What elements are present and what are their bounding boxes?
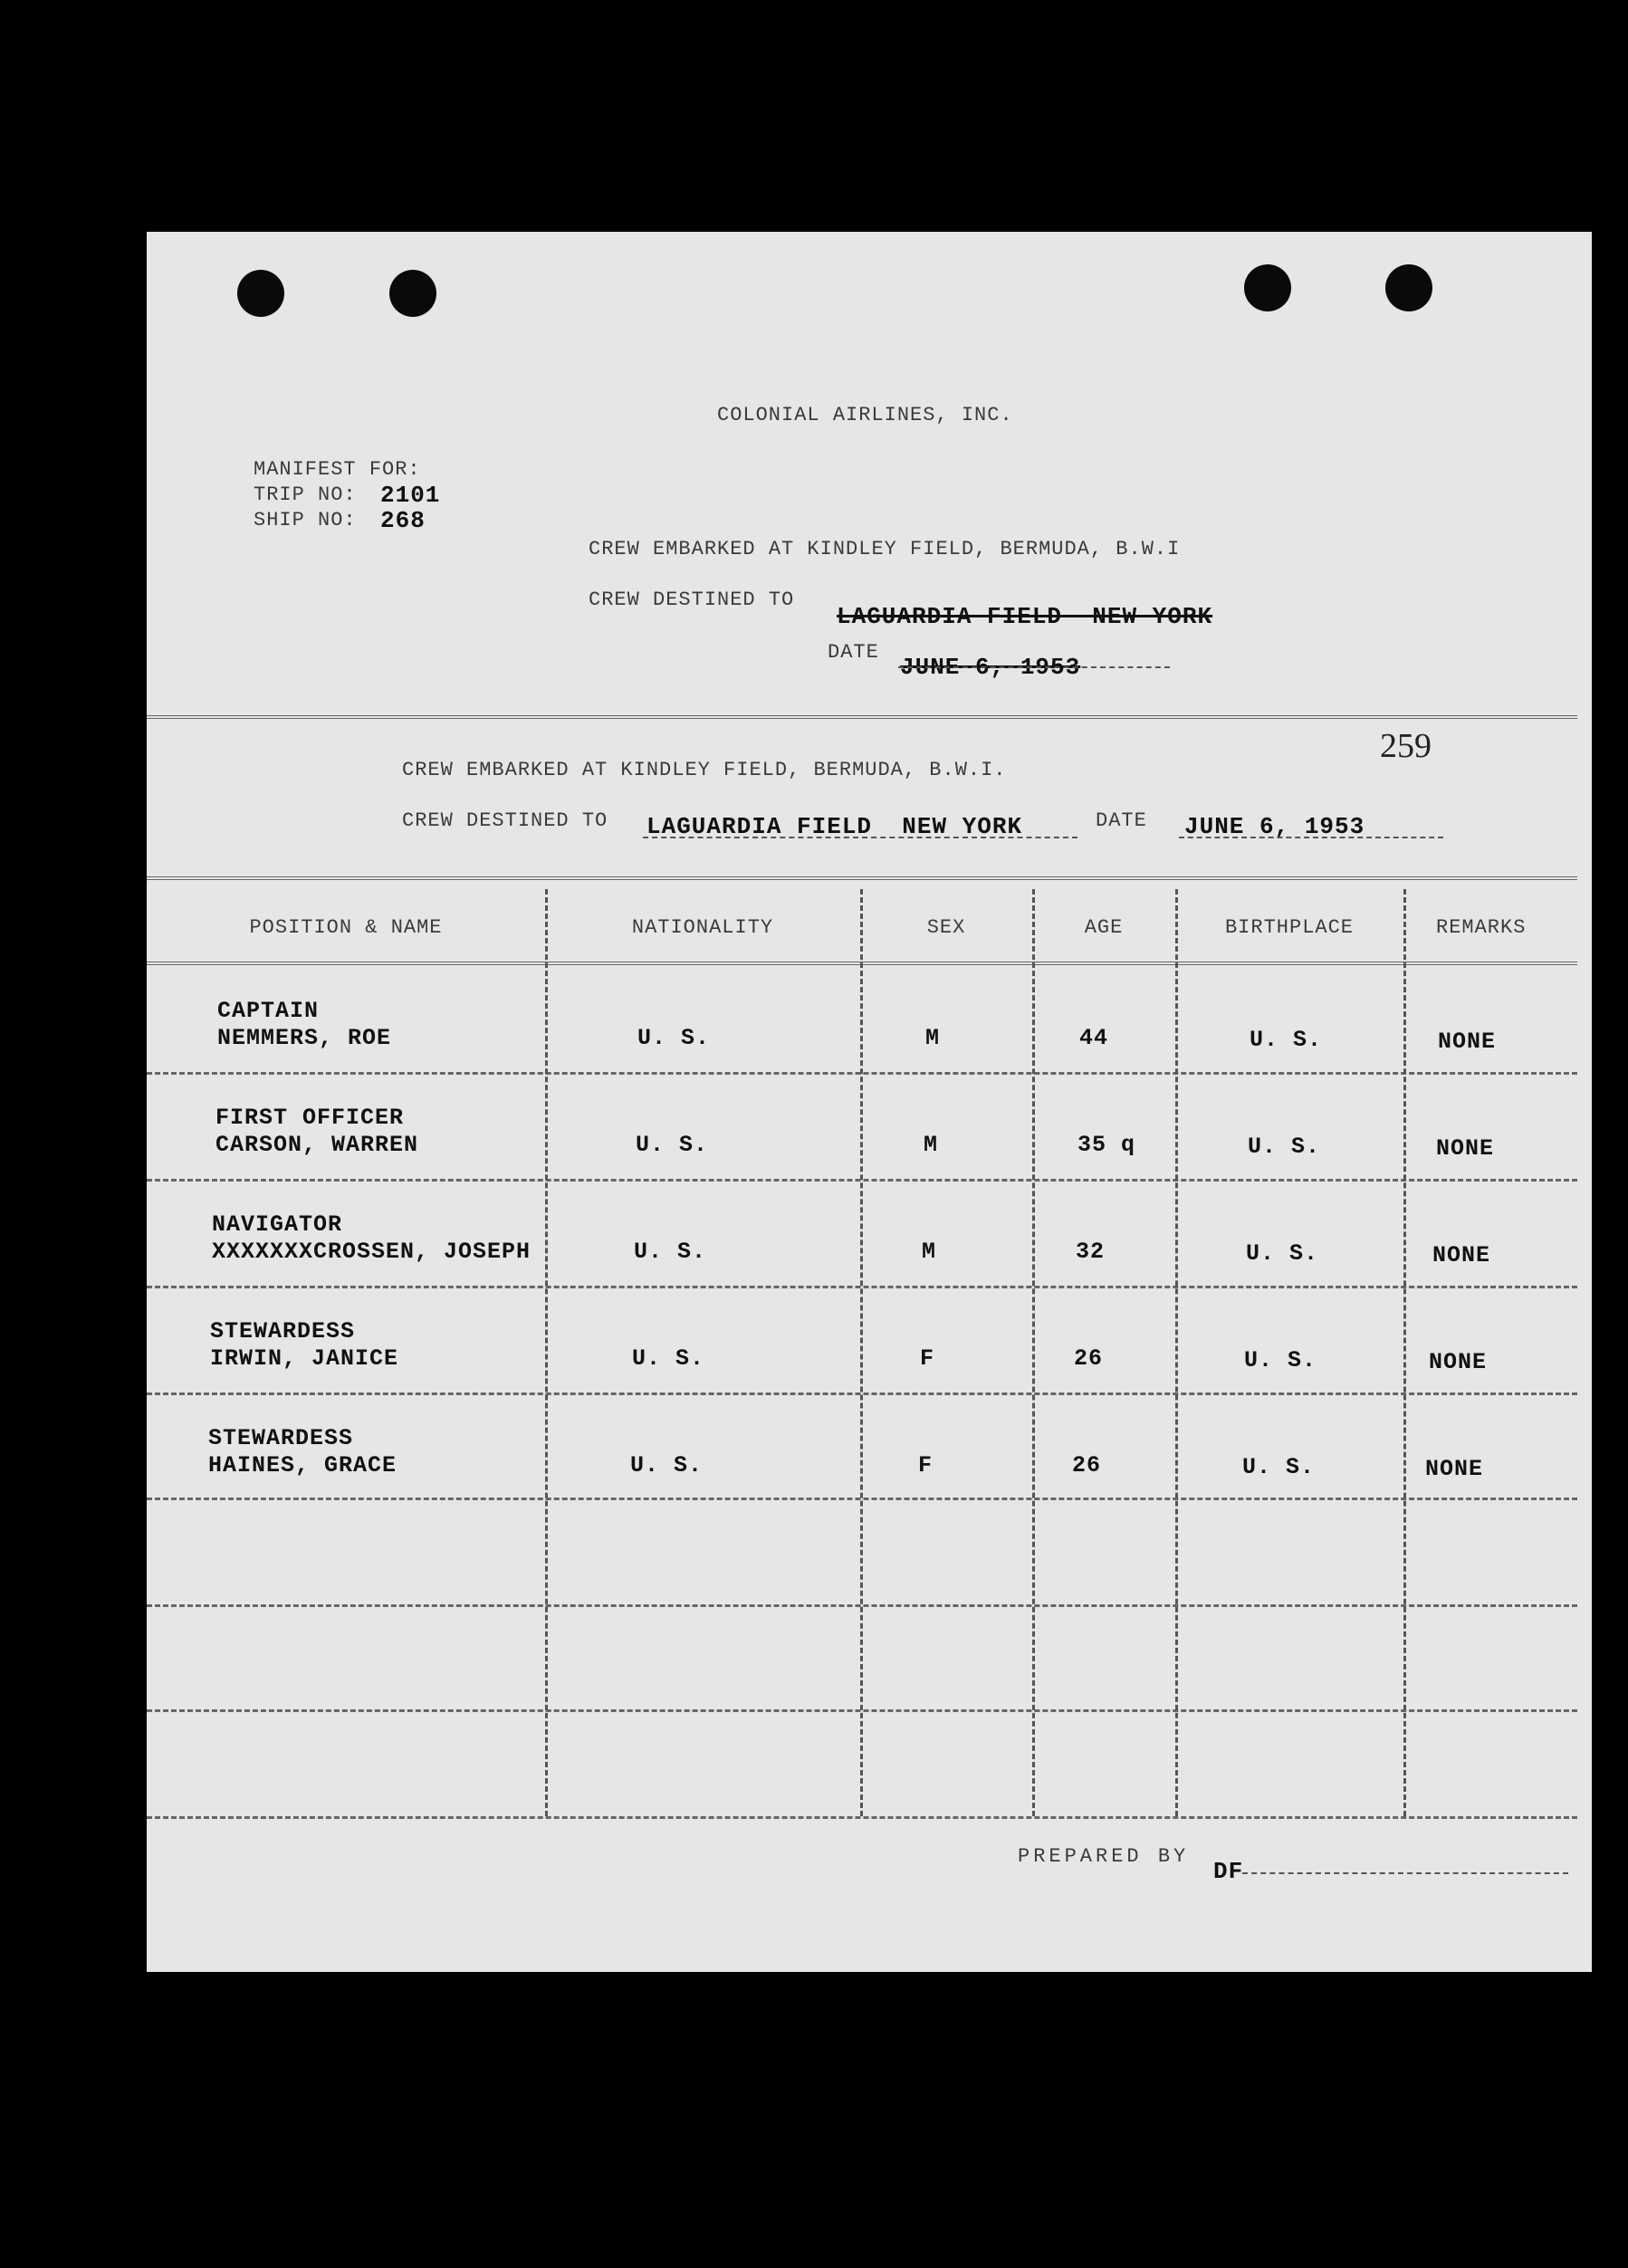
destination-underline-2 xyxy=(643,837,1077,838)
date-underline xyxy=(898,666,1170,668)
separator-top xyxy=(147,715,1577,719)
destined-label-2: CREW DESTINED TO xyxy=(402,809,608,832)
crew-position: STEWARDESS xyxy=(208,1425,354,1451)
crew-birthplace: U. S. xyxy=(1244,1347,1317,1373)
table-top-rule xyxy=(147,876,1577,880)
crew-remarks: NONE xyxy=(1429,1349,1488,1375)
header-nationality: NATIONALITY xyxy=(631,916,774,939)
destination-value-2: LAGUARDIA FIELD NEW YORK xyxy=(646,813,1023,840)
crew-position: NAVIGATOR xyxy=(212,1211,343,1238)
col-divider-3 xyxy=(1032,889,1035,1816)
date-underline-2 xyxy=(1179,837,1443,838)
crew-name: HAINES, GRACE xyxy=(208,1452,397,1479)
col-divider-1 xyxy=(545,889,548,1816)
punch-hole-2 xyxy=(389,270,436,317)
prepared-initials: DF xyxy=(1213,1858,1244,1885)
embarked-text: CREW EMBARKED AT KINDLEY FIELD, BERMUDA, B.W.I xyxy=(589,538,1181,560)
crew-birthplace: U. S. xyxy=(1248,1134,1321,1160)
date-label: DATE xyxy=(828,641,879,664)
ship-label: SHIP NO: xyxy=(254,509,357,531)
date-label-2: DATE xyxy=(1096,809,1147,832)
header-remarks: REMARKS xyxy=(1436,916,1527,939)
crew-name: IRWIN, JANICE xyxy=(210,1345,399,1372)
header-sex: SEX xyxy=(926,916,966,939)
crew-name: CARSON, WARREN xyxy=(215,1132,419,1158)
crew-nationality: U. S. xyxy=(637,1025,711,1051)
crew-name: NEMMERS, ROE xyxy=(217,1025,392,1051)
header-position-name: POSITION & NAME xyxy=(249,916,443,939)
manifest-page xyxy=(147,232,1592,1972)
punch-hole-3 xyxy=(1244,264,1291,311)
crew-sex: M xyxy=(924,1132,939,1158)
crew-nationality: U. S. xyxy=(630,1452,704,1479)
manifest-label: MANIFEST FOR: xyxy=(254,458,421,481)
ship-number: 268 xyxy=(380,507,426,534)
crew-sex: M xyxy=(925,1025,941,1051)
col-divider-5 xyxy=(1403,889,1406,1816)
punch-hole-1 xyxy=(237,270,284,317)
company-name: COLONIAL AIRLINES, INC. xyxy=(717,404,1013,426)
embarked-text-2: CREW EMBARKED AT KINDLEY FIELD, BERMUDA, B.W.I. xyxy=(402,759,1007,781)
crew-position: CAPTAIN xyxy=(217,998,320,1024)
header-age: AGE xyxy=(1084,916,1124,939)
date-value-2: JUNE 6, 1953 xyxy=(1184,813,1365,840)
col-divider-2 xyxy=(860,889,863,1816)
crew-position: STEWARDESS xyxy=(210,1318,356,1345)
crew-age: 35 q xyxy=(1077,1132,1136,1158)
date-value: JUNE 6, 1953 xyxy=(900,654,1081,681)
page-number: 259 xyxy=(1380,727,1432,765)
crew-remarks: NONE xyxy=(1425,1456,1484,1482)
col-divider-4 xyxy=(1175,889,1178,1816)
crew-birthplace: U. S. xyxy=(1246,1240,1319,1267)
crew-nationality: U. S. xyxy=(632,1345,705,1372)
prepared-underline xyxy=(1242,1872,1568,1874)
row-rule-8 xyxy=(147,1816,1577,1819)
destination-value: LAGUARDIA FIELD NEW YORK xyxy=(837,603,1213,630)
crew-birthplace: U. S. xyxy=(1242,1454,1316,1480)
trip-number: 2101 xyxy=(380,482,441,509)
header-birthplace: BIRTHPLACE xyxy=(1224,916,1355,939)
destined-label: CREW DESTINED TO xyxy=(589,589,795,611)
crew-birthplace: U. S. xyxy=(1250,1027,1323,1053)
crew-sex: M xyxy=(922,1239,937,1265)
crew-position: FIRST OFFICER xyxy=(215,1105,405,1131)
crew-age: 32 xyxy=(1076,1239,1106,1265)
crew-sex: F xyxy=(920,1345,935,1372)
crew-remarks: NONE xyxy=(1436,1135,1495,1162)
crew-age: 26 xyxy=(1074,1345,1104,1372)
crew-age: 44 xyxy=(1079,1025,1109,1051)
crew-remarks: NONE xyxy=(1432,1242,1491,1268)
crew-remarks: NONE xyxy=(1438,1029,1497,1055)
crew-name: XXXXXXXCROSSEN, JOSEPH xyxy=(212,1239,531,1265)
trip-label: TRIP NO: xyxy=(254,483,357,506)
crew-nationality: U. S. xyxy=(634,1239,707,1265)
crew-nationality: U. S. xyxy=(636,1132,709,1158)
crew-age: 26 xyxy=(1072,1452,1102,1479)
prepared-label: PREPARED BY xyxy=(1018,1845,1190,1868)
crew-sex: F xyxy=(918,1452,934,1479)
punch-hole-4 xyxy=(1385,264,1432,311)
